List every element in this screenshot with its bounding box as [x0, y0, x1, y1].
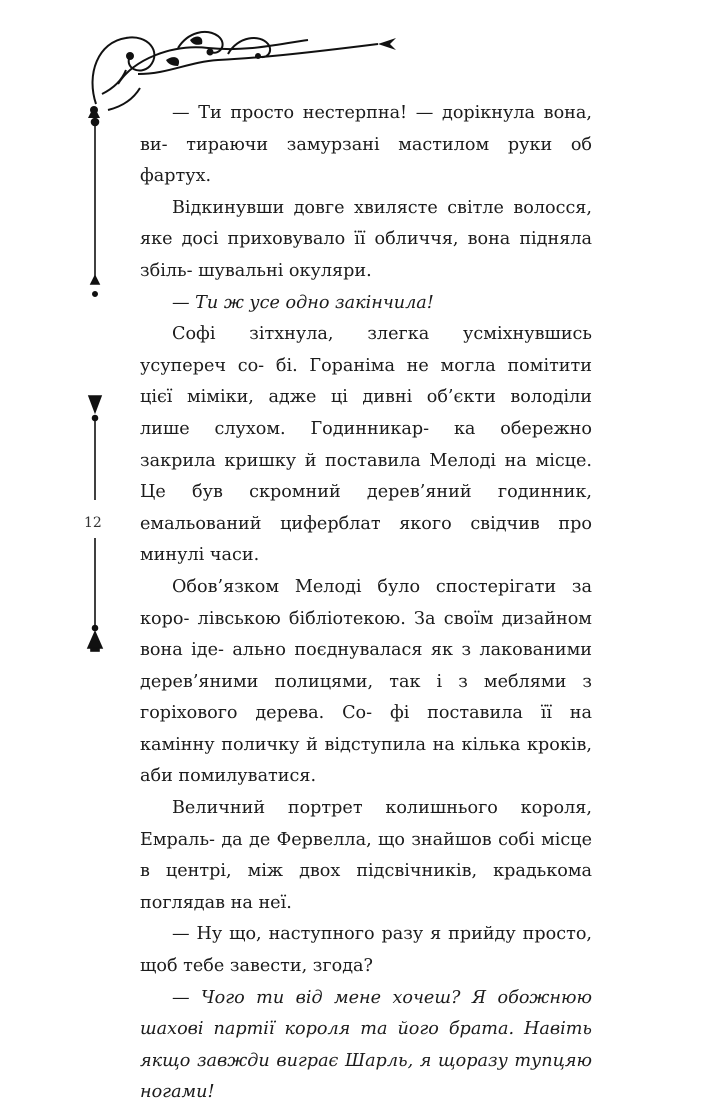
text-line: партії короля та його брата. Навіть якщо завжди — [140, 1019, 593, 1071]
text-line: шувальні окуляри. — [198, 260, 372, 281]
text-line: емальований циферблат якого свідчив про минулі — [140, 513, 592, 566]
paragraph-p2 — [140, 193, 592, 288]
text-line: — Ти ж усе одно закінчила! — [172, 292, 434, 313]
margin-rule-ornament — [78, 100, 112, 660]
text-line: — Ну що, наступного разу я прийду просто, щоб — [140, 924, 592, 977]
text-line: між двох підсвічників, крадькома поглядав на — [140, 861, 593, 913]
body-text — [140, 98, 592, 1109]
text-line: лівською бібліотекою. За своїм дизайном вона іде- — [140, 608, 592, 661]
text-line: ально поєднувалася як з лакованими дерев’яними — [140, 640, 593, 692]
text-line: Відкинувши довге хвилясте світле волосся, яке — [140, 197, 592, 250]
text-line: дивні об’єкти володіли лише слухом. Годинникар- — [140, 387, 593, 439]
paragraph-p4 — [140, 319, 592, 572]
text-line: да де Фервелла, що знайшов собі місце в центрі, — [140, 829, 592, 882]
paragraph-p3 — [140, 288, 592, 320]
page-number: 12 — [84, 515, 102, 531]
paragraph-p8 — [140, 983, 592, 1109]
text-line: ка обережно закрила кришку й поставила Мелоді — [140, 418, 593, 471]
text-line: Софі зітхнула, злегка усміхнувшись усупереч со- — [140, 324, 592, 376]
text-line: часи. — [209, 545, 260, 566]
text-line: на місце. Це був скромний дерев’яний годинник, — [140, 450, 593, 503]
text-line: досі приховувало її обличчя, вона підняла збіль- — [140, 229, 592, 281]
text-line: — Ти просто нестерпна! — дорікнула вона, ви- — [140, 103, 592, 155]
paragraph-p6 — [140, 793, 592, 919]
text-line: бі. Гораніма не могла помітити цієї міміки, адже ці — [140, 355, 592, 408]
text-line: полицями, так і з меблями з горіхового дерева. Со- — [140, 671, 592, 724]
paragraph-p7 — [140, 919, 592, 982]
text-line: Величний портрет колишнього короля, Емраль- — [140, 798, 592, 850]
text-line: неї. — [258, 892, 292, 913]
text-line: на кілька кроків, аби помилуватися. — [140, 734, 593, 787]
text-line: — Чого ти від мене хочеш? Я обожнюю шахові — [140, 987, 592, 1040]
text-line: Обов’язком Мелоді було спостерігати за коро- — [140, 576, 592, 629]
text-line: виграє Шарль, я щоразу тупцяю ногами! — [140, 1050, 592, 1103]
paragraph-p1 — [140, 98, 592, 193]
text-line: фі поставила її на камінну поличку й відступила — [140, 703, 592, 755]
paragraph-p5 — [140, 572, 592, 793]
text-line: тебе завести, згода? — [183, 956, 373, 977]
text-line: тираючи замурзані мастилом руки об фартух. — [140, 134, 593, 187]
